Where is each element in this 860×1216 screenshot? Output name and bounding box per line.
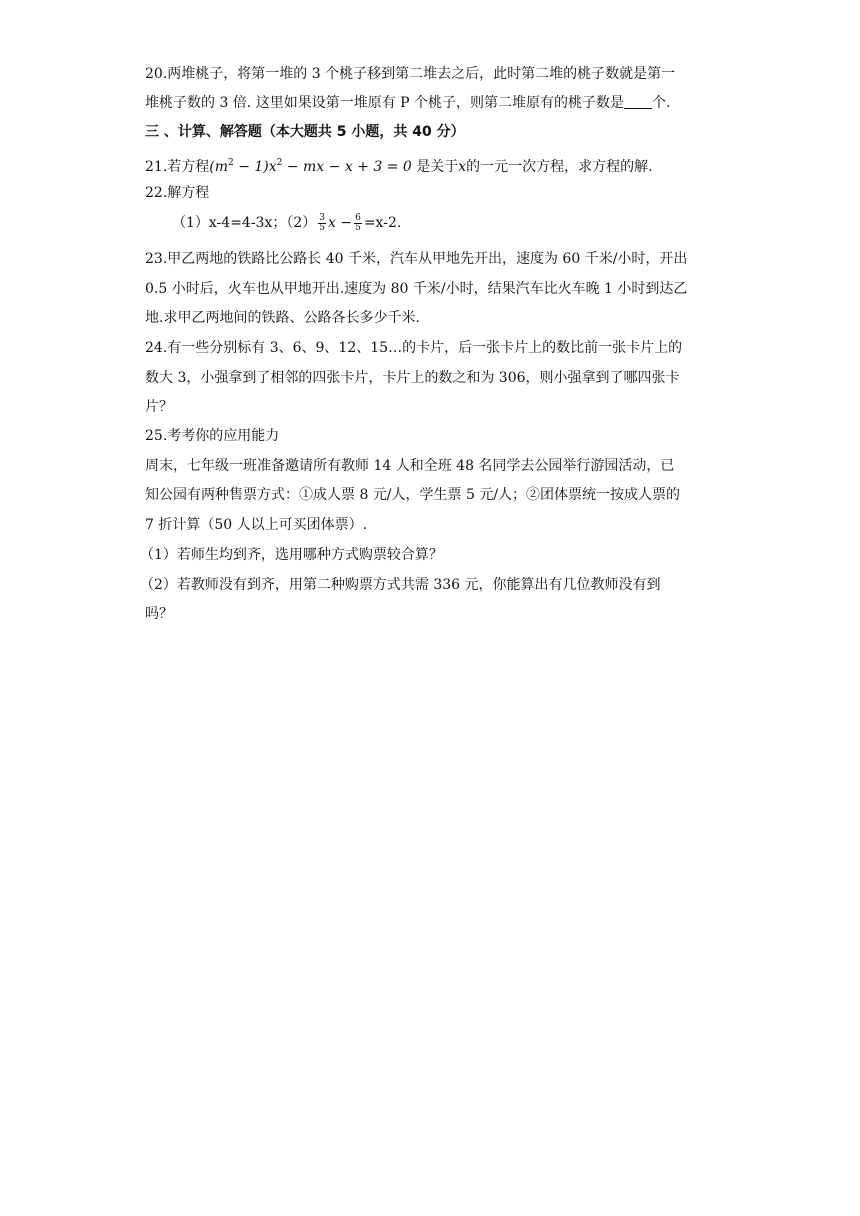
- q23-line2: 0.5 小时后，火车也从甲地开出.速度为 80 千米/小时，结果汽车比火车晚 1 小时到达乙: [145, 281, 688, 297]
- q21: [145, 153, 653, 177]
- q20-line2-text: 堆桃子数的 3 倍. 这里如果设第一堆原有 P 个桃子，则第二堆原有的桃子数是: [145, 95, 625, 111]
- section-3-heading: 三 、计算、解答题（本大题共 5 小题，共 40 分）: [145, 124, 465, 140]
- eq-part-c: − mx − x + 3 = 0: [282, 159, 412, 175]
- frac2-denominator: 5: [355, 222, 361, 233]
- q21-prefix: 21.若方程: [145, 159, 210, 175]
- fraction-6-5: [354, 214, 362, 233]
- q22-title: 22.解方程: [145, 185, 210, 201]
- frac1-denominator: 5: [319, 222, 326, 233]
- q25-sub1: （1）若师生均到齐，选用哪种方式购票较合算？: [140, 547, 443, 563]
- q24-line2: 数大 3，小强拿到了相邻的四张卡片，卡片上的数之和为 306，则小强拿到了哪四张卡: [145, 370, 680, 386]
- q24-line1: 24.有一些分别标有 3、6、9、12、15…的卡片，后一张卡片上的数比前一张卡片上的: [145, 340, 683, 356]
- q22-tail: =x-2.: [363, 215, 402, 231]
- q23-line1: 23.甲乙两地的铁路比公路长 40 千米，汽车从甲地先开出，速度为 60 千米/小时，开出: [145, 251, 688, 267]
- q22-parts: [172, 213, 401, 233]
- q25-line1: 周末，七年级一班准备邀请所有教师 14 人和全班 48 名同学去公园举行游园活动，已: [145, 458, 675, 474]
- eq-exponent-2: 2: [276, 158, 283, 168]
- q22-part1: （1）x-4=4-3x；（2）: [172, 215, 317, 231]
- q20-line2-end: 个.: [652, 95, 671, 111]
- frac2-numerator: 6: [355, 212, 361, 223]
- q22-mid: x −: [328, 215, 353, 231]
- q21-suffix: 的一元一次方程，求方程的解.: [466, 159, 653, 175]
- q20-line1: 20.两堆桃子，将第一堆的 3 个桃子移到第二堆去之后，此时第二堆的桃子数就是第一: [145, 66, 676, 82]
- q21-variable: x: [458, 159, 467, 175]
- q25-line2: 知公园有两种售票方式：①成人票 8 元/人，学生票 5 元/人；②团体票统一按成人票的: [145, 487, 681, 503]
- q25-sub2-line2: 吗？: [145, 606, 173, 622]
- q24-line3: 片？: [145, 399, 173, 415]
- eq-exponent-1: 2: [228, 158, 234, 168]
- answer-blank: [624, 94, 652, 109]
- q20-line2: [145, 93, 670, 113]
- q25-line3: 7 折计算（50 人以上可买团体票）.: [145, 517, 368, 533]
- q25-sub2-line1: （2）若教师没有到齐，用第二种购票方式共需 336 元，你能算出有几位教师没有到: [140, 577, 661, 593]
- q25-title: 25.考考你的应用能力: [145, 428, 280, 444]
- q21-equation: [209, 159, 412, 175]
- eq-part-b: − 1)x: [233, 159, 277, 175]
- fraction-3-5: [318, 214, 326, 233]
- q23-line3: 地.求甲乙两地间的铁路、公路各长多少千米.: [145, 310, 420, 326]
- eq-part-a: (m: [209, 159, 229, 175]
- frac1-numerator: 3: [319, 212, 326, 223]
- q21-mid: 是关于: [411, 159, 459, 175]
